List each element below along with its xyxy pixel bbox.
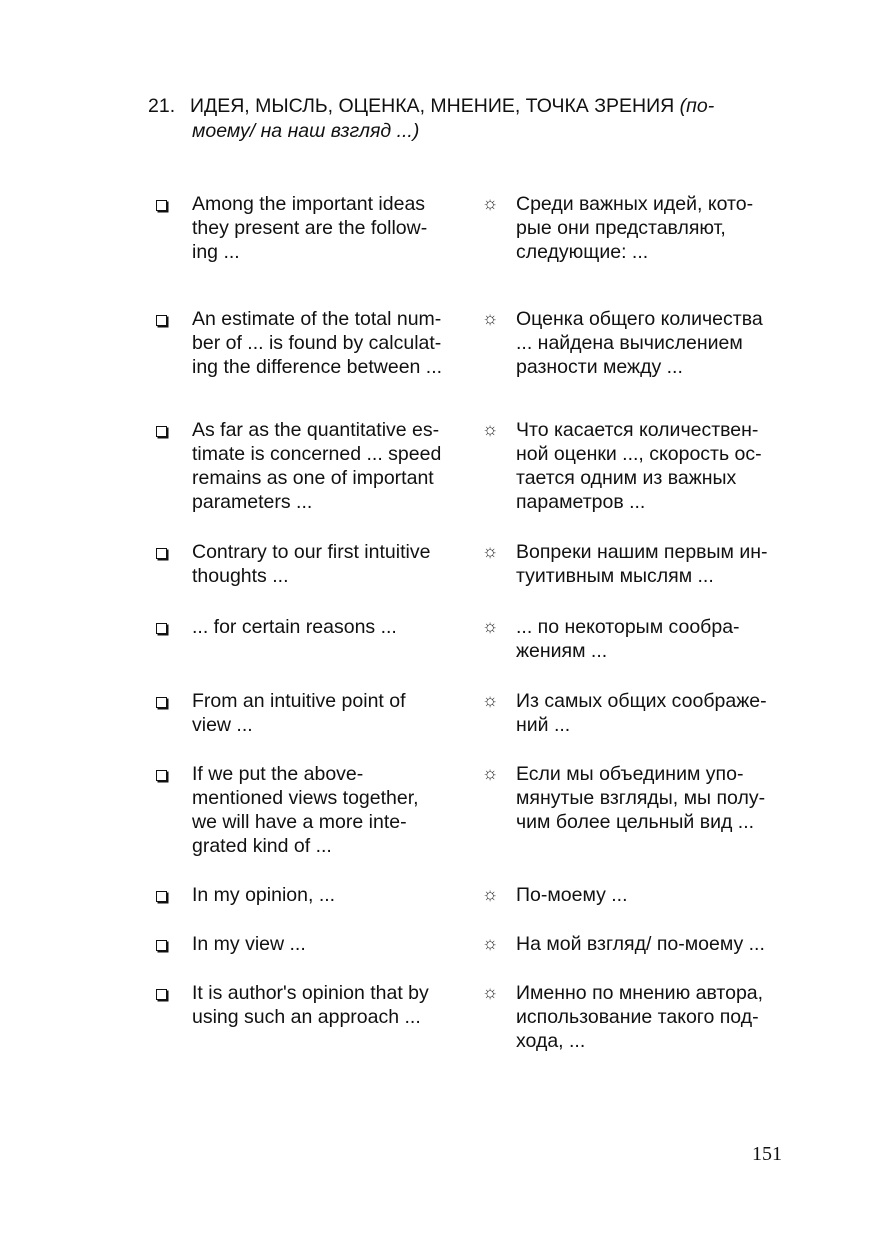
- russian-phrase: Среди важных идей, кото- рые они представляют, следующие: ...: [516, 193, 754, 263]
- english-phrase: In my view ...: [192, 933, 306, 955]
- russian-phrase: На мой взгляд/ по-моему ...: [516, 933, 765, 955]
- checkbox-icon: [156, 891, 167, 902]
- russian-phrase: Именно по мнению автора, использование такого под- хода, ...: [516, 982, 764, 1052]
- russian-phrase: Из самых общих соображе- ний ...: [516, 690, 767, 736]
- sun-icon: ☼: [481, 884, 499, 904]
- checkbox-icon: [156, 623, 167, 634]
- english-phrase: An estimate of the total num- ber of ... is found by calculat- ing the difference between ...: [192, 308, 443, 378]
- checkbox-icon: [156, 770, 167, 781]
- page-number: 151: [752, 1143, 782, 1165]
- checkbox-icon: [156, 426, 167, 437]
- sun-icon: ☼: [481, 541, 499, 561]
- sun-icon: ☼: [481, 982, 499, 1002]
- english-phrase: As far as the quantitative es- timate is concerned ... speed remains as one of important parameters ...: [192, 419, 442, 513]
- section-subtitle-end: моему/ на наш взгляд ...): [192, 120, 420, 142]
- english-phrase: It is author's opinion that by using such an approach ...: [192, 982, 429, 1028]
- sun-icon: ☼: [481, 616, 499, 636]
- section-subtitle-start: (по-: [679, 95, 715, 117]
- russian-phrase: По-моему ...: [516, 884, 628, 906]
- english-phrase: Contrary to our first intuitive thoughts ...: [192, 541, 431, 587]
- english-phrase: Among the important ideas they present are the follow- ing ...: [192, 193, 428, 263]
- english-phrase: ... for certain reasons ...: [192, 616, 397, 638]
- sun-icon: ☼: [481, 419, 499, 439]
- checkbox-icon: [156, 548, 167, 559]
- checkbox-icon: [156, 315, 167, 326]
- sun-icon: ☼: [481, 763, 499, 783]
- russian-phrase: Вопреки нашим первым ин- туитивным мыслям ...: [516, 541, 768, 587]
- checkbox-icon: [156, 697, 167, 708]
- section-number: 21.: [148, 95, 176, 117]
- section-title: ИДЕЯ, МЫСЛЬ, ОЦЕНКА, МНЕНИЕ, ТОЧКА ЗРЕНИЯ: [190, 95, 675, 117]
- sun-icon: ☼: [481, 690, 499, 710]
- english-phrase: In my opinion, ...: [192, 884, 336, 906]
- english-phrase: If we put the above- mentioned views together, we will have a more inte- grated kind of ...: [192, 763, 419, 857]
- english-phrase: From an intuitive point of view ...: [192, 690, 406, 736]
- section-heading: [148, 94, 788, 144]
- russian-phrase: Оценка общего количества ... найдена вычислением разности между ...: [516, 308, 763, 378]
- russian-phrase: Что касается количествен- ной оценки ..., скорость ос- тается одним из важных параметров ...: [516, 419, 762, 513]
- checkbox-icon: [156, 940, 167, 951]
- sun-icon: ☼: [481, 308, 499, 328]
- russian-phrase: Если мы объединим упо- мянутые взгляды, мы полу- чим более цельный вид ...: [516, 763, 766, 833]
- sun-icon: ☼: [481, 933, 499, 953]
- russian-phrase: ... по некоторым сообра- жениям ...: [516, 616, 740, 662]
- checkbox-icon: [156, 989, 167, 1000]
- sun-icon: ☼: [481, 193, 499, 213]
- checkbox-icon: [156, 200, 167, 211]
